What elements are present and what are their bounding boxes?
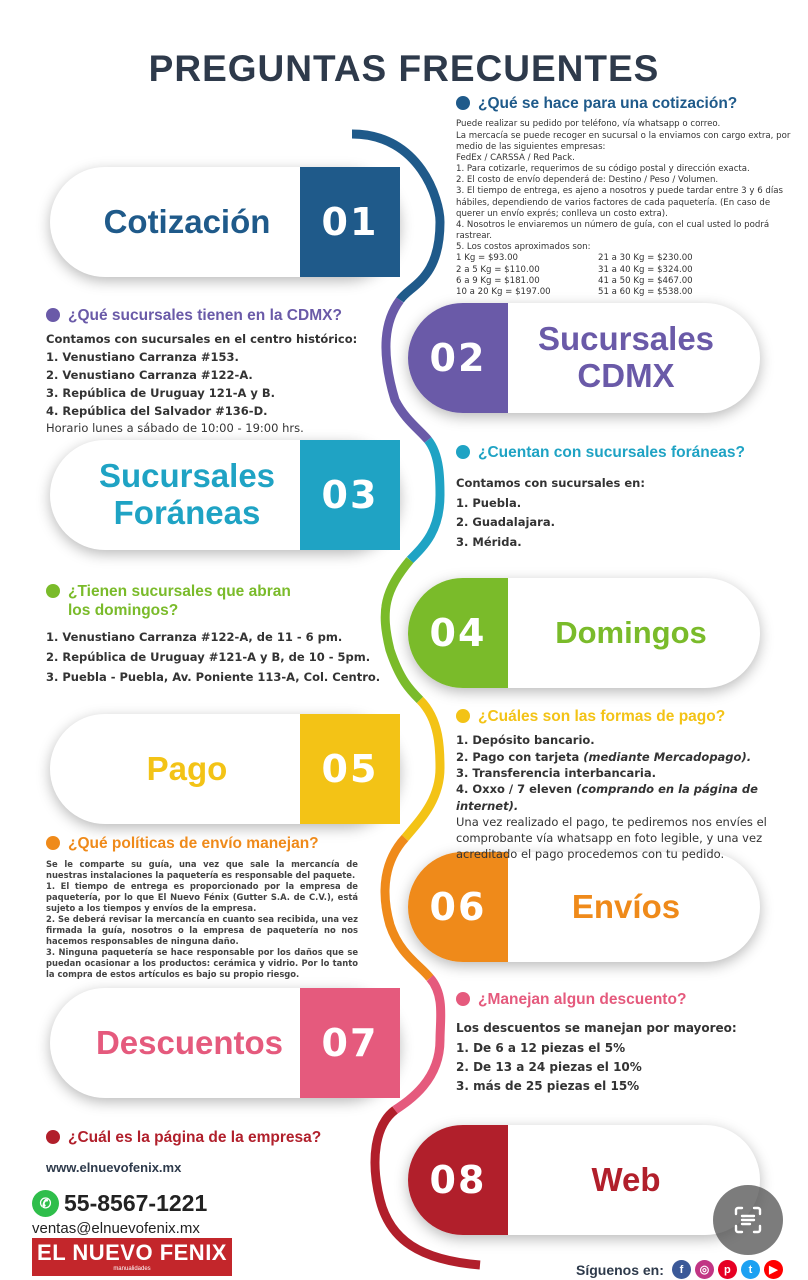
qa-domingos [46,582,386,687]
bullet-dot [46,584,60,598]
section-pill-envios [408,852,760,962]
question-heading: ¿Qué se hace para una cotización? [456,94,796,113]
section-label: Envíos [571,887,681,925]
facebook-icon[interactable]: f [672,1260,691,1279]
bullet-dot [456,96,470,110]
social-follow: Síguenos en: f ◎ p t ▶ [576,1260,783,1279]
question-heading: ¿Qué sucursales tienen en la CDMX? [46,306,386,325]
website-link[interactable]: www.elnuevofenix.mx [46,1160,182,1175]
bullet-dot [46,1130,60,1144]
answer-text: Los descuentos se manejan por mayoreo: 1. De 6 a 12 piezas el 5% 2. De 13 a 24 piezas el 10% 3. más de 25 piezas el 15% [456,1021,737,1093]
youtube-icon[interactable]: ▶ [764,1260,783,1279]
qa-cotizacion [456,94,796,298]
pinterest-icon[interactable]: p [718,1260,737,1279]
answer-text: Puede realizar su pedido por teléfono, vía whatsapp o correo. La mercacía se puede recoger en sucursal o la enviamos con cargo extra, por medio de las siguientes empresas: FedEx / CARSSA / Red Pack. 1. Para cotizarle, requerimos de su código postal y dirección exacta. 2. El costo de envío dependerá de: Destino / Peso / Volumen. 3. El tiempo de entrega, es ajeno a nosotros y puede tardar entre 3 y 6 días hábiles, dependiendo de varios factores de cada paquetería. (En caso de querer un envío exprés; conlleva un costo extra). 4. Nosotros le enviaremos un número de guía, con el cual usted lo podrá rastrear. 5. Los costos aproximados son: 1 Kg = $93.00 21 a 30 Kg = $230.00 2 a 5 Kg = $110.00 31 a 40 Kg = $324.00 6 a 9 Kg = $181.00 41 a 50 Kg = $467.00 10 a 20 Kg = $197.00 51 a 60 Kg = $538.00 [456,119,796,298]
phone-contact[interactable]: ✆ 55-8567-1221 [32,1190,207,1217]
qa-formas-pago [456,707,786,862]
answer-text: Contamos con sucursales en: 1. Puebla. 2. Guadalajara. 3. Mérida. [456,476,645,550]
section-pill-sucursales-foraneas [50,440,400,550]
section-number: 04 [408,578,508,688]
bullet-dot [46,308,60,322]
section-pill-pago [50,714,400,824]
section-label: Sucursales Foráneas [98,457,276,531]
bullet-dot [46,836,60,850]
answer-text: 1. Depósito bancario. 2. Pago con tarjeta (mediante Mercadopago). 3. Transferencia interbancaria. 4. Oxxo / 7 eleven (comprando en la página de internet). Una vez realizado el pago, te pediremos nos envíes el comprobante vía whatsapp en foto legible, y una vez acreditado el pago procedemos con tu pedido. [456,733,767,862]
bullet-dot [456,445,470,459]
section-number: 07 [300,988,400,1098]
question-heading: ¿Manejan algun descuento? [456,990,776,1009]
lens-scan-button[interactable] [713,1185,783,1255]
question-heading: ¿Cuál es la página de la empresa? [46,1128,386,1147]
section-label: Sucursales CDMX [537,320,715,394]
brand-logo: EL NUEVO FENIX manualidades [32,1238,232,1276]
section-number: 01 [300,167,400,277]
qa-descuentos [456,990,776,1096]
qa-sucursales-foraneas [456,443,776,553]
section-pill-descuentos [50,988,400,1098]
section-number: 02 [408,303,508,413]
answer-text: Se le comparte su guía, una vez que sale la mercancía de nuestras instalaciones la paquetería es responsable del paquete. 1. El tiempo de entrega es proporcionado por la empresa de paquetería, por lo que El Nuevo Fénix (Gutter S.A. de C.V.), está sujeto a los tiempos y envíos de la empresa. 2. Se deberá revisar la mercancía en cuanto sea recibida, una vez firmada la guía, nosotros o la empresa de paquetería no nos hacemos responsables de ninguna daño. 3. Ninguna paquetería se hace responsable por los daños que se puedan ocasionar a los productos: cerámica y vidrio. Por lo tanto la compra de estos artículos es bajo su propio riesgo. [46,859,358,979]
section-label: Pago [146,749,228,787]
question-heading: ¿Qué políticas de envío manejan? [46,834,358,853]
qa-pagina-web [46,1128,386,1153]
section-number: 06 [408,852,508,962]
instagram-icon[interactable]: ◎ [695,1260,714,1279]
whatsapp-icon: ✆ [32,1190,59,1217]
section-pill-web [408,1125,760,1235]
section-pill-domingos [408,578,760,688]
bullet-dot [456,709,470,723]
page-title: PREGUNTAS FRECUENTES [148,48,660,89]
section-pill-sucursales-cdmx [408,303,760,413]
twitter-icon[interactable]: t [741,1260,760,1279]
scan-text-icon [732,1204,764,1236]
section-label: Cotización [103,202,271,240]
section-number: 05 [300,714,400,824]
question-heading: ¿Cuáles son las formas de pago? [456,707,786,726]
cost-table: 1 Kg = $93.00 21 a 30 Kg = $230.00 2 a 5 Kg = $110.00 31 a 40 Kg = $324.00 6 a 9 Kg = $181.00 41 a 50 Kg = $467.00 10 a 20 Kg = $197.00 51 a 60 Kg = $538.00 [456,253,693,297]
question-heading: ¿Cuentan con sucursales foráneas? [456,443,776,462]
section-label: Web [591,1160,661,1198]
section-number: 03 [300,440,400,550]
email-contact[interactable]: ventas@elnuevofenix.mx [32,1220,200,1237]
qa-politicas-envio [46,834,358,980]
section-number: 08 [408,1125,508,1235]
bullet-dot [456,992,470,1006]
section-pill-cotizacion [50,167,400,277]
question-heading: ¿Tienen sucursales que abran los domingos? [46,582,386,621]
section-label: Descuentos [95,1023,284,1061]
qa-sucursales-cdmx [46,306,386,438]
answer-text: Contamos con sucursales en el centro histórico: 1. Venustiano Carranza #153. 2. Venustiano Carranza #122-A. 3. República de Uruguay 121-A y B. 4. República del Salvador #136-D. Horario lunes a sábado de 10:00 - 19:00 hrs. [46,332,358,436]
answer-text: 1. Venustiano Carranza #122-A, de 11 - 6 pm. 2. República de Uruguay #121-A y B, de 10 - 5pm. 3. Puebla - Puebla, Av. Poniente 113-A, Col. Centro. [46,629,381,684]
section-label: Domingos [555,614,707,650]
